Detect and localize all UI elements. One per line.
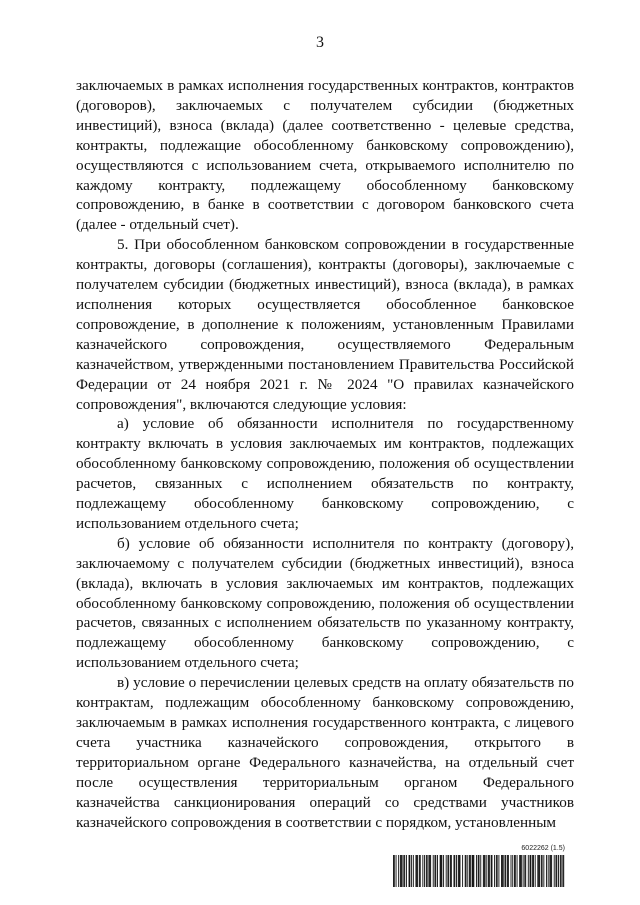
barcode-bar [514, 855, 515, 887]
barcode-bar [411, 855, 412, 887]
barcode-bar [538, 855, 539, 887]
barcode-bar [507, 855, 508, 887]
barcode-bar [450, 855, 451, 887]
barcode-bar [402, 855, 403, 887]
barcode-bar [403, 855, 404, 887]
barcode-bar [437, 855, 438, 887]
barcode-bar [560, 855, 561, 887]
page-number: 3 [316, 34, 324, 51]
barcode-bar [428, 855, 429, 887]
barcode-bar [396, 855, 397, 887]
barcode-bar [562, 855, 563, 887]
barcode-bar [413, 855, 414, 887]
barcode-bar [441, 855, 442, 887]
barcode-bar [492, 855, 493, 887]
barcode-bar [473, 855, 474, 887]
barcode-bar [466, 855, 467, 887]
barcode-bar [406, 855, 407, 887]
barcode-bar [535, 855, 536, 887]
barcode-bar [448, 855, 449, 887]
barcode-bar [494, 855, 495, 887]
paragraph-continuation: заключаемых в рамках исполнения государственных контрактов, контрактов (договоров), заключаемых с получателем субсидии (бюджетных инвестиций), взноса (вклада) (далее соответственно - целевые средства, контракты, подлежащие обособленному банковскому сопровождению), осуществляются с использованием счета, открываемого исполнителю по каждому контракту, подлежащему обособленному банковскому сопровождению, в банке в соответствии с договором банковского счета (далее - отдельный счет). [76, 77, 574, 234]
paragraph-subitem-b: б) условие об обязанности исполнителя по контракту (договору), заключаемому с получателем субсидии (бюджетных инвестиций), взноса (вклада), включать в условия заключаемых им контрактов, подлежащих обособленному банковскому сопровождению, положения об осуществлении расчетов, связанных с исполнением обязательств по указанному контракту, подлежащему обособленному банковскому сопровождению, с использованием отдельного счета; [76, 534, 574, 672]
barcode-bar [409, 855, 410, 887]
barcode-bar [556, 855, 557, 887]
barcode-bar [458, 855, 459, 887]
paragraph-item-5: 5. При обособленном банковском сопровождении в государственные контракты, договоры (соглашения), контракты (договоры), заключаемые с получателем субсидии (бюджетных инвестиций), взноса (вклада), в рамках исполнения которых осуществляется обособленное банковское сопровождение, в дополнение к положениям, установленным Правилами казначейского сопровождения, осуществляемого Федеральным казначейством, утвержденными постановлением Правительства Российской Федерации от 24 ноября 2021 г. № 2024 "О правилах казначейского сопровождения", включаются следующие условия: [76, 236, 574, 413]
barcode-bar [419, 855, 420, 887]
barcode-bar [462, 855, 463, 887]
barcode-bar [528, 855, 529, 887]
barcode-bar [459, 855, 460, 887]
barcode-bar [467, 855, 468, 887]
barcode-bar [454, 855, 455, 887]
barcode-bar [561, 855, 562, 887]
barcode-bar [555, 855, 556, 887]
barcode-bar [420, 855, 421, 887]
barcode-bar [401, 855, 402, 887]
barcode-bar [454, 855, 455, 887]
barcode-bar [409, 855, 410, 887]
barcode-bar [451, 855, 452, 887]
barcode-bar [504, 855, 505, 887]
barcode-bar [404, 855, 405, 887]
barcode-bar [484, 855, 485, 887]
barcode-bar [563, 855, 564, 887]
barcode-icon [393, 855, 565, 887]
barcode-bar [443, 855, 444, 887]
barcode-bar [491, 855, 492, 887]
barcode-block [393, 845, 565, 889]
barcode-bar [456, 855, 457, 887]
barcode-bar [525, 855, 526, 887]
barcode-bar [498, 855, 499, 887]
barcode-bar [489, 855, 490, 887]
barcode-bar [524, 855, 525, 887]
barcode-bar [533, 855, 534, 887]
barcode-bar [501, 855, 502, 887]
barcode-bar [435, 855, 436, 887]
barcode-bar [530, 855, 531, 887]
barcode-bar [480, 855, 481, 887]
barcode-bar [434, 855, 435, 887]
barcode-bar [447, 855, 448, 887]
barcode-bar [393, 855, 394, 887]
barcode-bar [476, 855, 477, 887]
barcode-bar [426, 855, 427, 887]
barcode-bar [394, 855, 395, 887]
paragraph-subitem-a: а) условие об обязанности исполнителя по государственному контракту включать в условия заключаемых им контрактов, подлежащих обособленному банковскому сопровождению, положения об осуществлении расчетов, связанных с исполнением обязательств по контракту, подлежащему обособленному банковскому сопровождению, с использованием отдельного счета; [76, 415, 574, 532]
barcode-bar [558, 855, 559, 887]
barcode-bar [415, 855, 416, 887]
barcode-bar [508, 855, 509, 887]
barcode-bar [440, 855, 441, 887]
barcode-bar [470, 855, 471, 887]
barcode-bar [520, 855, 521, 887]
barcode-bar [417, 855, 418, 887]
barcode-bar [505, 855, 506, 887]
barcode-bar [446, 855, 447, 887]
barcode-bar [515, 855, 516, 887]
barcode-bar [486, 855, 487, 887]
barcode-bar [472, 855, 473, 887]
barcode-bar [416, 855, 417, 887]
barcode-bar [550, 855, 551, 887]
barcode-bar [473, 855, 474, 887]
barcode-bar [519, 855, 520, 887]
barcode-bar [551, 855, 552, 887]
barcode-bar [517, 855, 518, 887]
barcode-bar [485, 855, 486, 887]
barcode-bar [549, 855, 550, 887]
barcode-bar [478, 855, 479, 887]
barcode-bar [502, 855, 503, 887]
barcode-bar [400, 855, 401, 887]
barcode-bar [503, 855, 504, 887]
barcode-bar [543, 855, 544, 887]
barcode-bar [488, 855, 489, 887]
barcode-bar [460, 855, 461, 887]
barcode-bar [511, 855, 512, 887]
barcode-bar [429, 855, 430, 887]
barcode-bar [541, 855, 542, 887]
barcode-bar [542, 855, 543, 887]
barcode-bar [465, 855, 466, 887]
barcode-bar [496, 855, 497, 887]
barcode-bar [424, 855, 425, 887]
barcode-bar [523, 855, 524, 887]
barcode-bar [532, 855, 533, 887]
barcode-bar [512, 855, 513, 887]
barcode-bar [537, 855, 538, 887]
barcode-bar [427, 855, 428, 887]
barcode-bar [521, 855, 522, 887]
barcode-code: 6022262 (1.5) [521, 845, 565, 852]
barcode-bar [422, 855, 423, 887]
barcode-bar [497, 855, 498, 887]
barcode-bar [530, 855, 531, 887]
barcode-bar [548, 855, 549, 887]
barcode-bar [483, 855, 484, 887]
barcode-bar [433, 855, 434, 887]
barcode-bar [539, 855, 540, 887]
barcode-bar [479, 855, 480, 887]
barcode-bar [430, 855, 431, 887]
barcode-bar [441, 855, 442, 887]
document-body [76, 76, 574, 832]
barcode-bar [469, 855, 470, 887]
barcode-bar [398, 855, 399, 887]
barcode-bar [554, 855, 555, 887]
paragraph-subitem-v: в) условие о перечислении целевых средств на оплату обязательств по контрактам, подлежащим обособленному банковскому сопровождению, заключаемым в рамках исполнения государственного контракта, с лицевого счета участника казначейского сопровождения, открытого в территориальном органе Федерального казначейства, на отдельный счет после осуществления территориальным органом Федерального казначейства санкционирования операций со средствами участников казначейского сопровождения в соответствии с порядком, установленным [76, 674, 574, 831]
barcode-bar [546, 855, 547, 887]
